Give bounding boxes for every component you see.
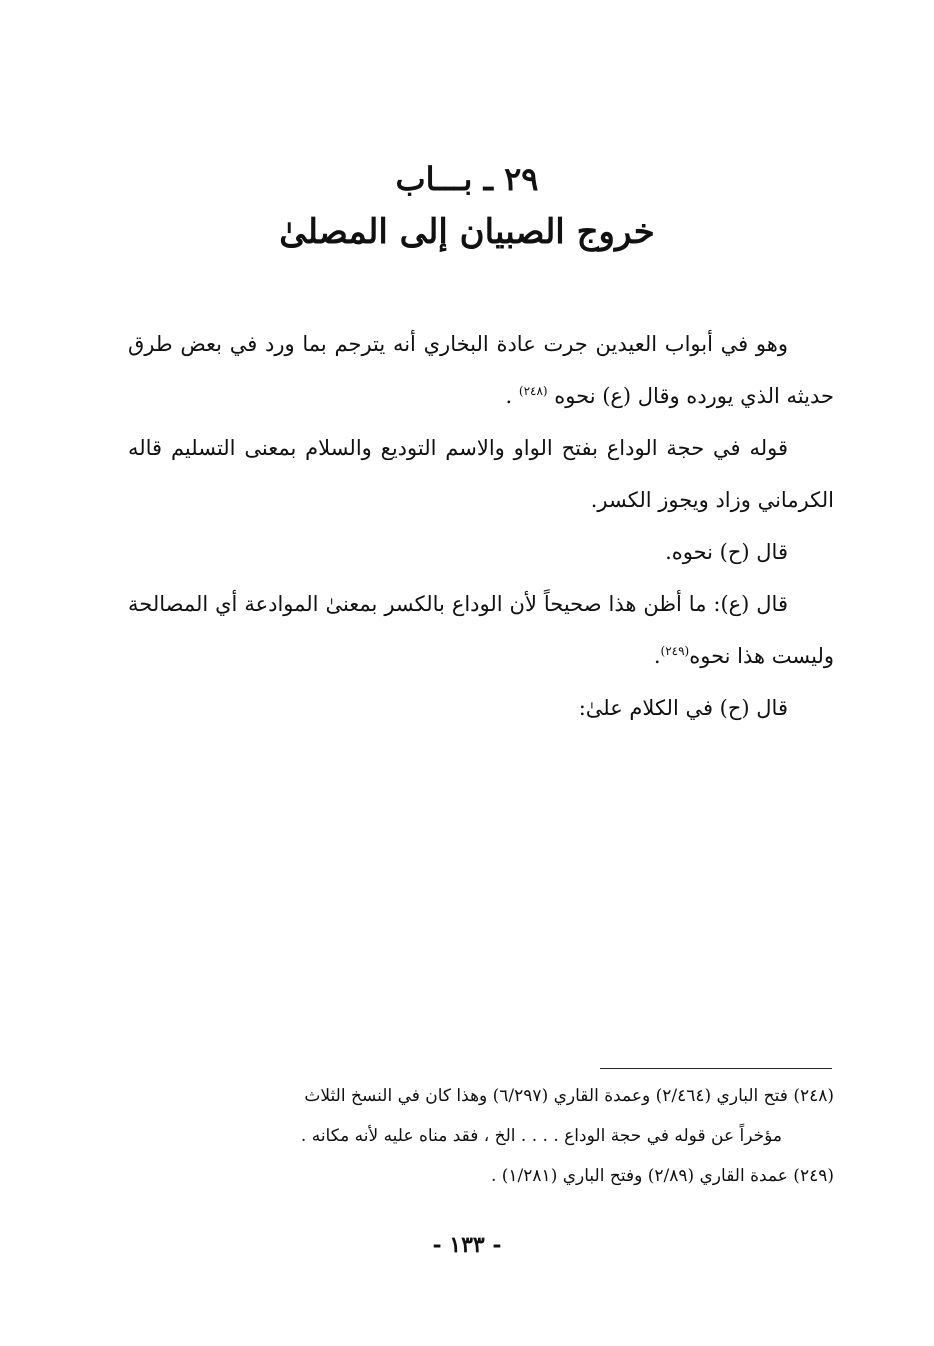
footnotes <box>124 1076 834 1196</box>
footnote-text: (٢٤٩) عمدة القاري (٢/٨٩) وفتح الباري (١/٢٨١) . <box>490 1166 834 1186</box>
paragraph-tail: . <box>505 384 519 408</box>
paragraph <box>128 422 834 526</box>
paragraph <box>128 578 834 682</box>
paragraph <box>128 682 834 734</box>
footnote-separator <box>600 1068 832 1069</box>
paragraph-text: وهو في أبواب العيدين جرت عادة البخاري أنه يترجم بما ورد في بعض طرق حديثه الذي يورده وقال (ع) نحوه <box>128 332 834 408</box>
page-number: - ١٣٣ - <box>432 1232 502 1258</box>
footnote-text: (٢٤٨) فتح الباري (٢/٤٦٤) وعمدة القاري (٦/٢٩٧) وهذا كان في النسخ الثلاث <box>304 1086 834 1106</box>
paragraph-tail: . <box>653 644 661 668</box>
paragraph-text: قال (ح) نحوه. <box>665 540 788 564</box>
paragraph-text: قوله في حجة الوداع بفتح الواو والاسم التوديع والسلام بمعنى التسليم قاله الكرماني وزاد ويجوز الكسر. <box>128 436 834 512</box>
footnote <box>124 1076 834 1116</box>
paragraph <box>128 318 834 422</box>
paragraph <box>128 526 834 578</box>
paragraph-text: قال (ح) في الكلام علىٰ: <box>578 696 788 720</box>
footnote-continuation: مؤخراً عن قوله في حجة الوداع . . . . الخ ، فقد مناه عليه لأنه مكانه . <box>300 1126 782 1146</box>
chapter-title: خروج الصبيان إلى المصلىٰ <box>279 212 655 252</box>
footnote-reference: (٢٤٨) <box>518 384 548 398</box>
footnote <box>124 1156 834 1196</box>
chapter-number: ٢٩ ـ بـــاب <box>395 160 539 198</box>
paragraph-text: قال (ع): ما أظن هذا صحيحاً لأن الوداع بالكسر بمعنىٰ الموادعة أي المصالحة وليست هذا نحوه <box>128 592 834 668</box>
footnote-reference: (٢٤٩) <box>660 644 690 658</box>
main-text <box>128 318 834 734</box>
